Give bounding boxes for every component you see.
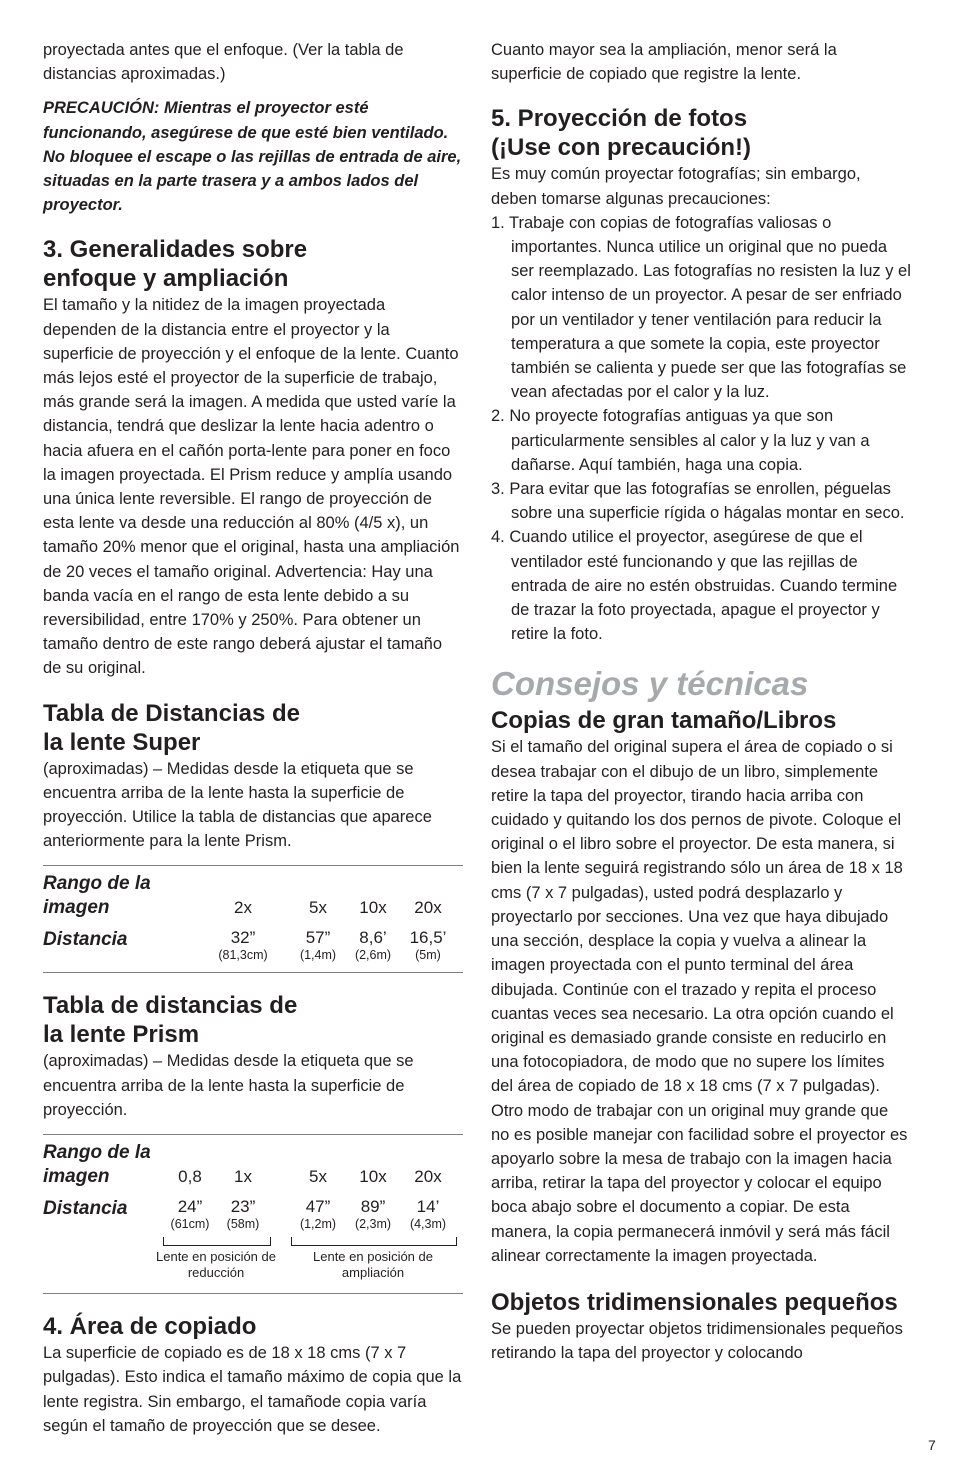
- ventilation-warning: PRECAUCIÓN: Mientras el proyector esté funcionando, asegúrese de que esté bien ventilado. No bloquee el escape o las rejillas de entrada de aire, situadas en la parte trasera y a ambos lados del proyector.: [43, 99, 462, 215]
- section-3-title: 3. Generalidades sobre enfoque y ampliación: [43, 236, 308, 293]
- prism-table-title: Tabla de distancias de la lente Prism: [43, 992, 298, 1049]
- lens-position-brackets: [43, 1233, 463, 1285]
- super-distance-table: [43, 865, 463, 973]
- super-table-title: Tabla de Distancias de la lente Super: [43, 699, 300, 756]
- section-5-intro: Es muy común proyectar fotografías; sin embargo, deben tomarse algunas precauciones:: [491, 165, 861, 208]
- super-distance-label: Distancia: [43, 929, 128, 951]
- enlargement-caption: Lente en posición de ampliación: [313, 1249, 433, 1281]
- reduction-bracket: [163, 1237, 271, 1246]
- list-item: 2. No proyecte fotografías antiguas ya que son particularmente sensibles al calor y la luz y van a dañarse. Aquí también, haga una copia.: [491, 407, 870, 474]
- super-table-description: (aproximadas) – Medidas desde la etiqueta que se encuentra arriba de la lente hasta la superficie de proyección. Utilice la tabla de distancias que aparece anteriormente para la lente Prism.: [43, 759, 432, 851]
- enlargement-bracket: [291, 1237, 457, 1246]
- list-item: 3. Para evitar que las fotografías se enrollen, péguelas sobre una superficie rígida o hágalas montar en seco.: [491, 480, 905, 523]
- small-objects-body: Se pueden proyectar objetos tridimensionales pequeños retirando la tapa del proyector y colocando: [491, 1319, 903, 1363]
- prism-range-cell: 10x: [359, 1167, 387, 1187]
- prism-distance-row: [43, 1191, 463, 1233]
- super-range-cell: 20x: [414, 898, 442, 918]
- super-range-cell: 2x: [234, 898, 252, 918]
- left-intro: proyectada antes que el enfoque. (Ver la tabla de distancias aproximadas.): [43, 41, 404, 84]
- prism-distance-cell: 89” (2,3m): [354, 1197, 392, 1232]
- reduction-caption: Lente en posición de reducción: [156, 1249, 276, 1281]
- prism-range-label: Rango de la imagen: [43, 1142, 151, 1188]
- super-distance-cell: 16,5’ (5m): [409, 928, 447, 963]
- small-objects-title: Objetos tridimensionales pequeños: [491, 1288, 898, 1316]
- section-4-body: La superficie de copiado es de 18 x 18 cms (7 x 7 pulgadas). Esto indica el tamaño máximo de copia que la lente registra. Sin embargo, el tamañode copia varía según el tamaño de proyección que se desee.: [43, 1344, 462, 1435]
- prism-range-cell: 1x: [234, 1167, 252, 1187]
- prism-range-cell: 0,8: [178, 1167, 202, 1187]
- super-range-cell: 10x: [359, 898, 387, 918]
- super-distance-cell: 57” (1,4m): [299, 928, 337, 963]
- super-distance-cell: 8,6’ (2,6m): [354, 928, 392, 963]
- super-range-row: [43, 872, 463, 922]
- page-number: 7: [928, 1437, 936, 1453]
- section-4-title: 4. Área de copiado: [43, 1313, 257, 1341]
- prism-range-row: [43, 1141, 463, 1191]
- super-distance-row: [43, 922, 463, 964]
- right-intro: Cuanto mayor sea la ampliación, menor será la superficie de copiado que registre la lente.: [491, 41, 837, 84]
- prism-range-cell: 5x: [309, 1167, 327, 1187]
- prism-distance-cell: 23” (58m): [226, 1197, 260, 1232]
- right-column: [491, 38, 911, 1365]
- photo-precautions-list: [491, 211, 911, 647]
- large-copies-body: Si el tamaño del original supera el área de copiado o si desea trabajar con el dibujo de un libro, simplemente retire la tapa del proyector, tirando hacia arriba con cuidado y quitando los dos pernos de pivote. Coloque el original o el libro sobre el proyector. De esta manera, si bien la lente seguirá registrando sólo un área de 18 x 18 cms (7 x 7 pulgadas), usted podrá desplazarlo y proyectarlo por secciones. Una vez que haya dibujado una sección, desplace la copia y vuelva a alinear la imagen proyectada con el punto terminal del área dibujada. Continúe con el trazado y repita el proceso cuantas veces sea necesario. La otra opción cuando el original es demasiado grande consiste en reducirlo en una fotocopiadora, de modo que no supere los límites del área de copiado de 18 x 18 cms (7 x 7 pulgadas). Otro modo de trabajar con un original muy grande que no es posible manejar con facilidad sobre el proyector es apoyarlo sobre la mesa de trabajo con la imagen hacia arriba, retirar la tapa del proyector y colocar el equipo boca abajo sobre el documento a copiar. De esta manera, la copia permanecerá inmóvil y será más fácil alinear correctamente la imagen proyectada.: [491, 738, 908, 1265]
- section-3-body: El tamaño y la nitidez de la imagen proyectada dependen de la distancia entre el proyector y la superficie de proyección y el enfoque de la lente. Cuanto más lejos esté el proyector de la superficie de trabajo, más grande será la imagen. A medida que usted varíe la distancia, tendrá que deslizar la lente hacia adentro o hacia afuera en el cañón porta-lente para poner en foco la imagen proyectada. El Prism reduce y amplía usando una única lente reversible. El rango de proyección de esta lente va desde una reducción al 80% (4/5 x), un tamaño 20% menor que el original, hasta una ampliación de 20 veces el tamaño original. Advertencia: Hay una banda vacía en el rango de esta lente debido a su reversibilidad, entre 170% y 250%. Para obtener un tamaño dentro de este rango deberá ajustar el tamaño de su original.: [43, 296, 460, 678]
- list-item: 1. Trabaje con copias de fotografías valiosas o importantes. Nunca utilice un original que no pueda ser reemplazado. Las fotografías no resisten la luz y el calor intenso de un proyector. A pesar de ser enfriado por un ventilador y tener ventilación para reducir la temperatura a que somete la copia, este proyector también se calienta y puede ser que las fotografías se vean afectadas por el calor y la luz.: [491, 213, 911, 402]
- prism-distance-table: [43, 1134, 463, 1294]
- section-5-title: 5. Proyección de fotos (¡Use con precaución!): [491, 105, 752, 162]
- super-distance-cell: 32” (81,3cm): [218, 928, 268, 963]
- left-column: [43, 38, 463, 1438]
- prism-distance-cell: 47” (1,2m): [299, 1197, 337, 1232]
- large-copies-title: Copias de gran tamaño/Libros: [491, 707, 837, 735]
- prism-distance-cell: 24” (61cm): [170, 1197, 210, 1232]
- prism-range-cell: 20x: [414, 1167, 442, 1187]
- prism-distance-cell: 14’ (4,3m): [409, 1197, 447, 1232]
- super-range-label: Rango de la imagen: [43, 873, 151, 919]
- prism-table-description: (aproximadas) – Medidas desde la etiqueta que se encuentra arriba de la lente hasta la superficie de proyección.: [43, 1052, 414, 1119]
- super-range-cell: 5x: [309, 898, 327, 918]
- tips-title: Consejos y técnicas: [491, 665, 809, 703]
- prism-distance-label: Distancia: [43, 1198, 128, 1220]
- list-item: 4. Cuando utilice el proyector, asegúrese de que el ventilador esté funcionando y que las rejillas de entrada de aire no estén obstruidas. Cuando termine de trazar la foto proyectada, apague el proyector y retire la foto.: [491, 528, 898, 644]
